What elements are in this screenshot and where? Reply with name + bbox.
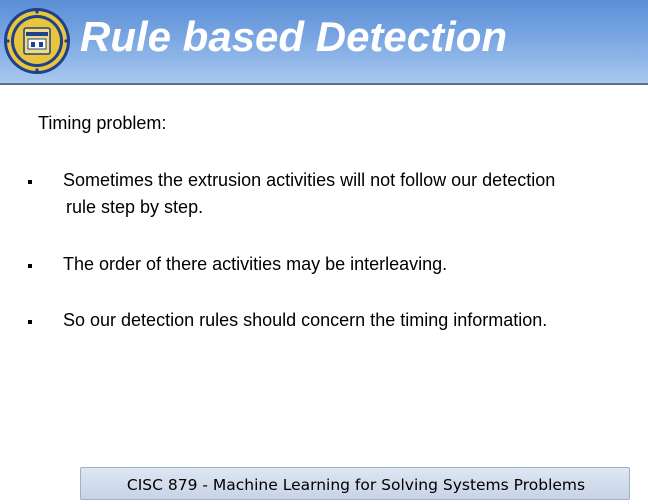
bullet-icon <box>28 180 32 184</box>
header-divider <box>0 83 648 85</box>
bullet-text-continued: rule step by step. <box>66 197 204 217</box>
university-seal-icon <box>2 6 72 76</box>
slide-title: Rule based Detection <box>80 13 508 60</box>
slide-footer <box>80 467 630 500</box>
slide-header <box>0 0 648 83</box>
bullet-icon <box>28 320 32 324</box>
bullet-text: So our detection rules should concern the timing information. <box>63 310 548 330</box>
slide-subtitle: Timing problem: <box>38 113 167 133</box>
bullet-icon <box>28 264 32 268</box>
bullet-text: The order of there activities may be interleaving. <box>63 254 448 274</box>
bullet-text: Sometimes the extrusion activities will not follow our detection <box>63 170 556 190</box>
footer-text: CISC 879 - Machine Learning for Solving Systems Problems <box>126 476 586 494</box>
